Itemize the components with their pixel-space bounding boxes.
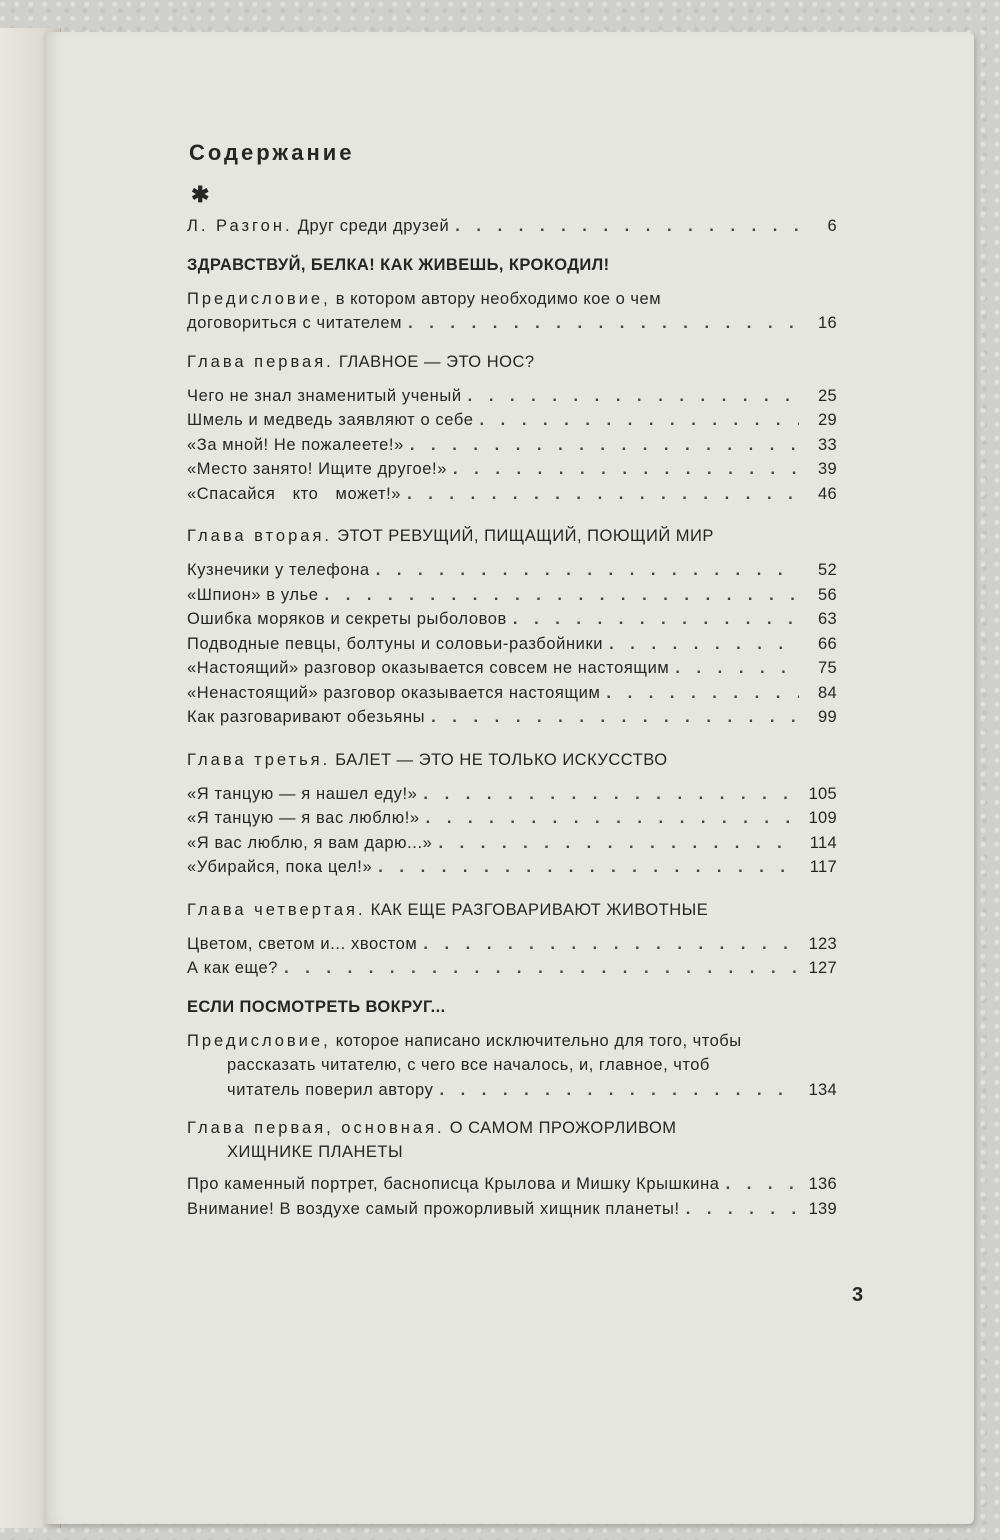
chapter-heading-2: Глава вторая. ЭТОТ РЕВУЩИЙ, ПИЩАЩИЙ, ПОЮЩИЙ МИР (187, 527, 714, 545)
toc-entry[interactable]: «Настоящий» разговор оказывается совсем не настоящим . . . 75 (187, 656, 837, 681)
entry-text-cont: рассказать читателю, с чего все началось, и, главное, чтоб (227, 1056, 710, 1074)
toc-entry[interactable]: «Спасайся кто может!» . . . 46 (187, 482, 837, 507)
toc-entry[interactable]: «За мной! Не пожалеете!» . . . 33 (187, 433, 837, 458)
entry-text: в котором автору необходимо кое о чем (335, 289, 662, 308)
entry-lead: Предисловие, (187, 1031, 331, 1050)
entry-page: 6 (827, 217, 837, 235)
toc-entry[interactable]: «Шпион» в улье . . . 56 (187, 583, 837, 608)
asterisk-ornament: ✱ (191, 182, 210, 207)
part-title-1: ЗДРАВСТВУЙ, БЕЛКА! КАК ЖИВЕШЬ, КРОКОДИЛ! (187, 255, 610, 274)
toc-entry[interactable]: Ошибка моряков и секреты рыболовов . . . 63 (187, 607, 837, 632)
part-title-2: ЕСЛИ ПОСМОТРЕТЬ ВОКРУГ... (187, 997, 446, 1016)
toc-entry[interactable]: Кузнечики у телефона . . . 52 (187, 558, 837, 583)
toc-entry[interactable]: «Убирайся, пока цел!» . . . 117 (187, 855, 837, 880)
toc-entry[interactable]: Чего не знал знаменитый ученый . . . 25 (187, 384, 837, 409)
entry-lead: Предисловие, (187, 289, 331, 308)
entry-text: которое написано исключительно для того, чтобы (335, 1031, 742, 1050)
leader-dots (439, 1078, 799, 1103)
page-number: 3 (852, 1284, 864, 1306)
toc-entry[interactable]: «Ненастоящий» разговор оказывается настоящим . . . 84 (187, 681, 837, 706)
toc-entry-preface-1[interactable] (187, 287, 837, 336)
leader-dots (408, 311, 799, 336)
toc-entry[interactable]: «Я вас люблю, я вам дарю...» . . . 114 (187, 831, 837, 856)
toc-entry[interactable]: Шмель и медведь заявляют о себе . . . 29 (187, 408, 837, 433)
toc-entry-intro[interactable] (187, 214, 837, 239)
toc-entry[interactable]: А как еще? . . . 127 (187, 956, 837, 981)
toc-entry[interactable]: «Место занято! Ищите другое!» . . . 39 (187, 457, 837, 482)
toc-entry[interactable]: «Я танцую — я нашел еду!» . . . 105 (187, 782, 837, 807)
toc-entry[interactable]: Цветом, светом и... хвостом . . . 123 (187, 932, 837, 957)
toc-title: Содержание (189, 140, 355, 165)
entry-page: 16 (818, 314, 837, 332)
entry-text-cont: договориться с читателем (187, 314, 403, 332)
chapter-heading-5-cont: ХИЩНИКЕ ПЛАНЕТЫ (227, 1143, 404, 1161)
toc-entry[interactable]: Внимание! В воздухе самый прожорливый хищник планеты! . . . 139 (187, 1197, 837, 1222)
table-of-contents (187, 140, 837, 1221)
chapter-heading-1: Глава первая. ГЛАВНОЕ — ЭТО НОС? (187, 352, 535, 371)
entry-page: 134 (808, 1080, 837, 1099)
leader-dots (455, 214, 799, 239)
chapter-heading-4: Глава четвертая. КАК ЕЩЕ РАЗГОВАРИВАЮТ ЖИВОТНЫЕ (187, 900, 709, 919)
chapter-heading-5: Глава первая, основная. О САМОМ ПРОЖОРЛИВОМ (187, 1119, 677, 1137)
entry-text: Друг среди друзей (297, 217, 450, 235)
entry-author: Л. Разгон. (187, 217, 293, 235)
toc-entry[interactable]: «Я танцую — я вас люблю!» . . . 109 (187, 806, 837, 831)
toc-entry[interactable]: Подводные певцы, болтуны и соловьи-разбойники . . . 66 (187, 632, 837, 657)
toc-entry[interactable]: Про каменный портрет, баснописца Крылова и Мишку Крышкина . . . 136 (187, 1172, 837, 1197)
entry-text-cont: читатель поверил автору (227, 1080, 434, 1099)
toc-entry[interactable]: Как разговаривают обезьяны . . . 99 (187, 705, 837, 730)
toc-entry-preface-2[interactable] (187, 1029, 837, 1103)
chapter-heading-3: Глава третья. БАЛЕТ — ЭТО НЕ ТОЛЬКО ИСКУССТВО (187, 750, 668, 769)
